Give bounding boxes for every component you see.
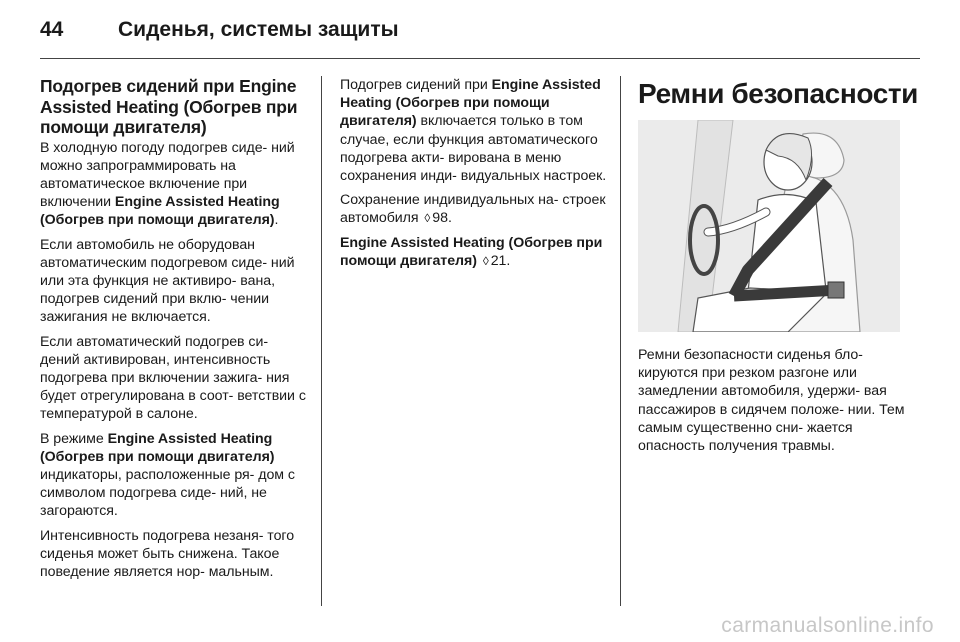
page-header [40,14,920,58]
reference-arrow-icon: ◊ [424,211,431,226]
paragraph-text: индикаторы, расположенные ря- дом с символом подогрева сиде- ний, не загораются. [40,466,295,520]
period: . [274,212,279,229]
column-divider [620,76,621,606]
paragraph-text: В режиме [40,430,108,447]
paragraph-text: включается только в том случае, если функция автоматического подогрева акти- вирована в меню сохранения инди- видуальных настроек. [340,113,607,185]
paragraph-1 [340,76,608,185]
illustration-caption: Ремни безопасности сиденья бло- кируются при резком разгоне или замедлении автомобиля, удержи- вая пассажиров в сидячем положе- нии. Тем самым существенно сни- жается опасность получения травмы. [638,347,905,455]
watermark: carmanualsonline.info [721,614,934,637]
bold-term: Engine Assisted Heating (Обогрев при помощи двигателя) [340,234,603,269]
paragraph-2: Если автомобиль не оборудован автоматическим подогревом сиде- ний или эта функция не активиро- вана, подогрев сидений при вклю- чении зажигания не включается. [40,236,295,326]
reference-arrow-icon: ◊ [482,253,489,268]
page-reference-link[interactable]: 98. [432,210,452,227]
paragraph-1 [40,139,308,230]
page-number: 44 [40,18,64,41]
bold-term: Engine Assisted Heating (Обогрев при помощи двигателя) [40,194,280,229]
page-title: Сиденья, системы защиты [118,18,399,41]
column-1 [40,76,308,587]
section-heading-seat-belts: Ремни безопасности [638,78,918,109]
paragraph-3 [340,234,608,270]
paragraph-3: Если автоматический подогрев си- дений активирован, интенсивность подогрева при включении зажига- ния будет отрегулирована в соот- ветствии с температурой в салоне. [40,333,306,423]
paragraph-text: В холодную погоду подогрев сиде- ний можно запрограммировать на автоматическое включение при включении [40,139,295,211]
paragraph-4 [40,430,308,521]
paragraph-2 [340,191,608,227]
paragraph-text: Сохранение индивидуальных на- строек автомобиля [340,192,606,227]
column-divider [321,76,322,606]
seat-belt-illustration [638,120,900,332]
page-reference-link[interactable]: 21. [490,252,511,269]
header-rule [40,58,920,59]
section-heading-seat-heating: Подогрев сидений при Engine Assisted Heating (Обогрев при помощи двигателя) [40,76,298,137]
paragraph-5: Интенсивность подогрева незаня- того сиденья может быть снижена. Такое поведение является нор- мальным. [40,527,295,580]
column-3 [638,76,920,461]
paragraph-text: Подогрев сидений при [340,77,492,93]
column-2 [340,76,608,276]
bold-term: Engine Assisted Heating (Обогрев при помощи двигателя) [340,77,601,130]
bold-term: Engine Assisted Heating (Обогрев при помощи двигателя) [40,430,275,465]
